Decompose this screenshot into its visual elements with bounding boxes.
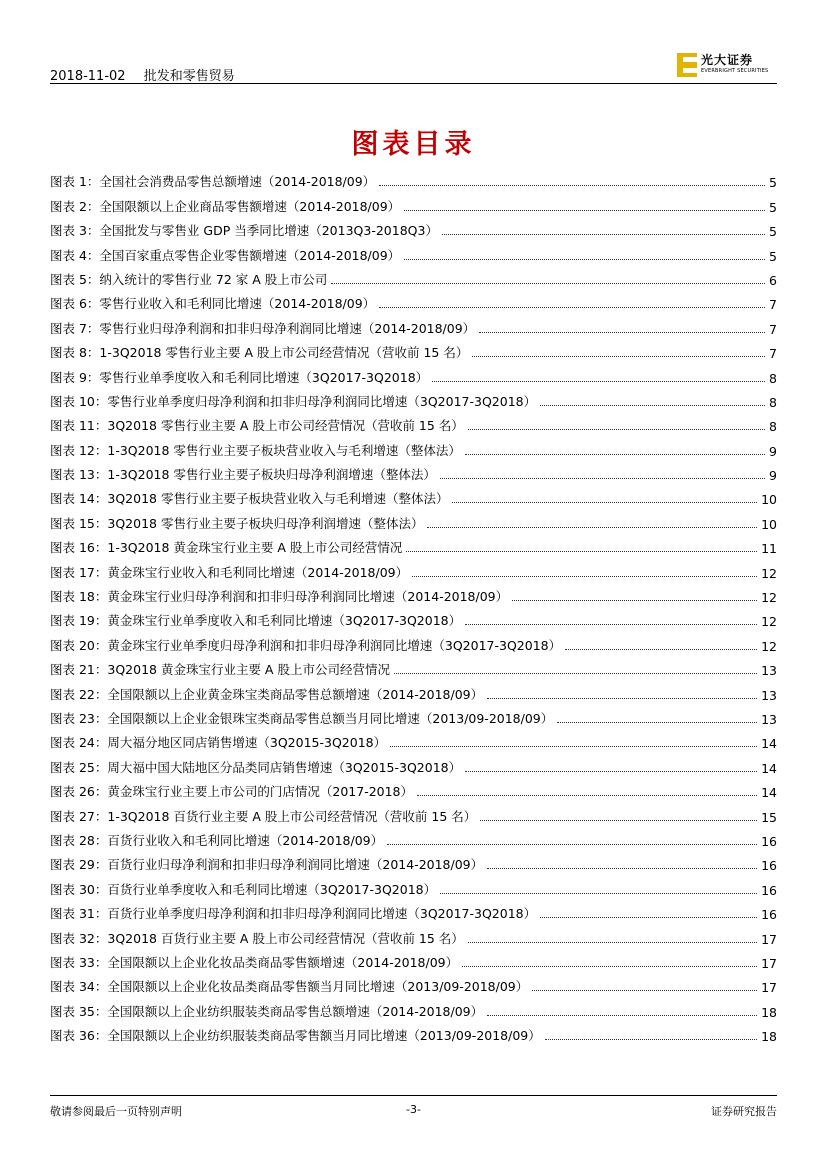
toc-dot-leader	[427, 527, 757, 528]
toc-entry[interactable]	[50, 386, 777, 410]
toc-dot-leader	[465, 624, 757, 625]
toc-dot-leader	[472, 356, 765, 357]
logo-english-name: EVERBRIGHT SECURITIES	[701, 68, 769, 74]
toc-entry-label: 图表 25：周大福中国大陆地区分品类同店销售增速（3Q2015-3Q2018）	[50, 759, 462, 775]
toc-entry-label: 图表 8：1-3Q2018 零售行业主要 A 股上市公司经营情况（营收前 15 名）	[50, 345, 469, 361]
toc-entry-label: 图表 2：全国限额以上企业商品零售额增速（2014-2018/09）	[50, 198, 401, 214]
toc-dot-leader	[394, 673, 757, 674]
toc-entry[interactable]	[50, 190, 777, 214]
toc-entry-page: 7	[769, 297, 777, 313]
toc-entry-page: 12	[761, 614, 777, 630]
toc-entry-label: 图表 3：全国批发与零售业 GDP 当季同比增速（2013Q3-2018Q3）	[50, 223, 438, 239]
toc-entry-label: 图表 13：1-3Q2018 零售行业主要子板块归母净利润增速（整体法）	[50, 467, 436, 483]
toc-entry[interactable]	[50, 288, 777, 312]
toc-dot-leader	[404, 210, 765, 211]
logo-mark-icon	[677, 53, 697, 77]
toc-entry[interactable]	[50, 264, 777, 288]
toc-entry[interactable]	[50, 605, 777, 629]
toc-dot-leader	[465, 454, 765, 455]
toc-entry-label: 图表 19：黄金珠宝行业单季度收入和毛利同比增速（3Q2017-3Q2018）	[50, 613, 462, 629]
page-header	[50, 50, 777, 84]
toc-entry-label: 图表 14：3Q2018 零售行业主要子板块营业收入与毛利增速（整体法）	[50, 491, 449, 507]
toc-dot-leader	[417, 795, 757, 796]
toc-entry-page: 5	[769, 199, 777, 215]
toc-entry-label: 图表 24：周大福分地区同店销售增速（3Q2015-3Q2018）	[50, 735, 387, 751]
toc-entry[interactable]	[50, 703, 777, 727]
toc-dot-leader	[440, 478, 765, 479]
toc-entry-page: 14	[761, 736, 777, 752]
toc-entry-page: 6	[769, 272, 777, 288]
toc-dot-leader	[379, 307, 765, 308]
toc-entry[interactable]	[50, 727, 777, 751]
toc-entry-label: 图表 33：全国限额以上企业化妆品类商品零售额增速（2014-2018/09）	[50, 954, 459, 970]
toc-entry[interactable]	[50, 898, 777, 922]
toc-entry-label: 图表 28：百货行业收入和毛利同比增速（2014-2018/09）	[50, 832, 384, 848]
toc-entry-label: 图表 30：百货行业单季度收入和毛利同比增速（3Q2017-3Q2018）	[50, 881, 437, 897]
toc-entry[interactable]	[50, 629, 777, 653]
toc-dot-leader	[468, 429, 765, 430]
toc-entry[interactable]	[50, 556, 777, 580]
toc-dot-leader	[487, 868, 757, 869]
toc-dot-leader	[557, 722, 757, 723]
toc-entry-page: 5	[769, 175, 777, 191]
toc-entry-page: 17	[761, 955, 777, 971]
toc-entry-page: 5	[769, 224, 777, 240]
toc-dot-leader	[404, 259, 765, 260]
toc-entry[interactable]	[50, 654, 777, 678]
toc-entry-page: 12	[761, 638, 777, 654]
toc-entry[interactable]	[50, 483, 777, 507]
toc-entry[interactable]	[50, 947, 777, 971]
toc-entry-page: 12	[761, 565, 777, 581]
disclaimer-note: 敬请参阅最后一页特别声明	[50, 1105, 182, 1118]
toc-dot-leader	[480, 820, 757, 821]
toc-entry-page: 16	[761, 858, 777, 874]
toc-dot-leader	[462, 966, 757, 967]
toc-dot-leader	[440, 893, 757, 894]
toc-entry-page: 18	[761, 1029, 777, 1045]
toc-entry-page: 7	[769, 346, 777, 362]
toc-entry[interactable]	[50, 312, 777, 336]
toc-dot-leader	[468, 942, 757, 943]
toc-entry-page: 14	[761, 785, 777, 801]
toc-dot-leader	[565, 649, 757, 650]
toc-dot-leader	[412, 576, 757, 577]
toc-entry[interactable]	[50, 1020, 777, 1044]
toc-entry-label: 图表 18：黄金珠宝行业归母净利润和扣非归母净利润同比增速（2014-2018/09）	[50, 589, 509, 605]
toc-dot-leader	[540, 917, 757, 918]
toc-entry-label: 图表 36：全国限额以上企业纺织服装类商品零售额当月同比增速（2013/09-2018/09）	[50, 1028, 541, 1044]
toc-entry-page: 13	[761, 711, 777, 727]
toc-entry-label: 图表 20：黄金珠宝行业单季度归母净利润和扣非归母净利润同比增速（3Q2017-3Q2018）	[50, 637, 562, 653]
toc-entry-label: 图表 32：3Q2018 百货行业主要 A 股上市公司经营情况（营收前 15 名）	[50, 930, 464, 946]
toc-entry-page: 7	[769, 321, 777, 337]
figure-index-list	[50, 166, 777, 1044]
footer-divider	[50, 1095, 777, 1096]
toc-dot-leader	[406, 551, 757, 552]
toc-entry-label: 图表 17：黄金珠宝行业收入和毛利同比增速（2014-2018/09）	[50, 564, 409, 580]
toc-entry-page: 9	[769, 468, 777, 484]
toc-entry[interactable]	[50, 581, 777, 605]
toc-entry[interactable]	[50, 166, 777, 190]
toc-entry-label: 图表 23：全国限额以上企业金银珠宝类商品零售总额当月同比增速（2013/09-2018/09）	[50, 710, 554, 726]
toc-entry-label: 图表 5：纳入统计的零售行业 72 家 A 股上市公司	[50, 271, 328, 287]
toc-dot-leader	[387, 844, 757, 845]
toc-dot-leader	[452, 502, 757, 503]
toc-entry[interactable]	[50, 849, 777, 873]
toc-dot-leader	[390, 746, 757, 747]
toc-entry-page: 17	[761, 980, 777, 996]
page-footer	[50, 1095, 777, 1119]
toc-entry-label: 图表 22：全国限额以上企业黄金珠宝类商品零售总额增速（2014-2018/09）	[50, 686, 484, 702]
toc-entry[interactable]	[50, 751, 777, 775]
report-date: 2018-11-02	[50, 69, 126, 84]
toc-entry-label: 图表 35：全国限额以上企业纺织服装类商品零售总额增速（2014-2018/09）	[50, 1003, 484, 1019]
toc-entry-label: 图表 16：1-3Q2018 黄金珠宝行业主要 A 股上市公司经营情况	[50, 540, 403, 556]
toc-entry[interactable]	[50, 215, 777, 239]
toc-entry-label: 图表 21：3Q2018 黄金珠宝行业主要 A 股上市公司经营情况	[50, 662, 390, 678]
toc-dot-leader	[532, 990, 757, 991]
toc-entry-label: 图表 12：1-3Q2018 零售行业主要子板块营业收入与毛利增速（整体法）	[50, 442, 461, 458]
toc-entry-label: 图表 29：百货行业归母净利润和扣非归母净利润同比增速（2014-2018/09）	[50, 857, 484, 873]
toc-entry-page: 11	[761, 541, 777, 557]
toc-entry-page: 10	[761, 516, 777, 532]
toc-entry-label: 图表 7：零售行业归母净利润和扣非归母净利润同比增速（2014-2018/09）	[50, 320, 476, 336]
toc-entry-page: 16	[761, 833, 777, 849]
report-type: 证券研究报告	[711, 1105, 777, 1118]
page-number: -3-	[406, 1103, 421, 1116]
toc-entry[interactable]	[50, 922, 777, 946]
toc-entry-label: 图表 15：3Q2018 零售行业主要子板块归母净利润增速（整体法）	[50, 515, 424, 531]
toc-entry-label: 图表 10：零售行业单季度归母净利润和扣非归母净利润同比增速（3Q2017-3Q2018）	[50, 393, 537, 409]
toc-dot-leader	[540, 405, 765, 406]
toc-entry-page: 18	[761, 1004, 777, 1020]
toc-entry-page: 17	[761, 931, 777, 947]
toc-entry-label: 图表 11：3Q2018 零售行业主要 A 股上市公司经营情况（营收前 15 名）	[50, 418, 464, 434]
toc-entry[interactable]	[50, 434, 777, 458]
toc-dot-leader	[545, 1039, 757, 1040]
toc-entry[interactable]	[50, 410, 777, 434]
toc-entry-page: 8	[769, 419, 777, 435]
toc-entry-page: 9	[769, 443, 777, 459]
toc-entry-label: 图表 26：黄金珠宝行业主要上市公司的门店情况（2017-2018）	[50, 784, 414, 800]
toc-entry[interactable]	[50, 995, 777, 1019]
toc-entry[interactable]	[50, 239, 777, 263]
toc-entry[interactable]	[50, 532, 777, 556]
toc-entry-label: 图表 34：全国限额以上企业化妆品类商品零售额当月同比增速（2013/09-2018/09）	[50, 979, 529, 995]
toc-entry-page: 8	[769, 370, 777, 386]
toc-entry-label: 图表 1：全国社会消费品零售总额增速（2014-2018/09）	[50, 174, 376, 190]
toc-dot-leader	[465, 771, 757, 772]
toc-entry[interactable]	[50, 971, 777, 995]
toc-entry-page: 13	[761, 687, 777, 703]
toc-entry[interactable]	[50, 776, 777, 800]
logo-chinese-name: 光大证券	[701, 53, 754, 67]
toc-entry[interactable]	[50, 678, 777, 702]
header-divider	[50, 83, 777, 84]
toc-entry-label: 图表 9：零售行业单季度收入和毛利同比增速（3Q2017-3Q2018）	[50, 369, 429, 385]
toc-entry[interactable]	[50, 507, 777, 531]
toc-dot-leader	[442, 234, 765, 235]
toc-entry-page: 12	[761, 590, 777, 606]
toc-entry-page: 10	[761, 492, 777, 508]
toc-entry-page: 14	[761, 760, 777, 776]
toc-entry[interactable]	[50, 459, 777, 483]
toc-entry-label: 图表 6：零售行业收入和毛利同比增速（2014-2018/09）	[50, 296, 376, 312]
toc-entry-page: 13	[761, 663, 777, 679]
toc-entry-page: 5	[769, 248, 777, 264]
toc-entry[interactable]	[50, 800, 777, 824]
toc-dot-leader	[331, 283, 765, 284]
toc-dot-leader	[479, 332, 765, 333]
header-text	[50, 65, 235, 84]
toc-dot-leader	[487, 1015, 757, 1016]
toc-entry-label: 图表 31：百货行业单季度归母净利润和扣非归母净利润同比增速（3Q2017-3Q2018）	[50, 906, 537, 922]
page-title: 图表目录	[351, 129, 476, 160]
toc-entry-label: 图表 27：1-3Q2018 百货行业主要 A 股上市公司经营情况（营收前 15 名）	[50, 808, 477, 824]
toc-entry-page: 16	[761, 907, 777, 923]
toc-entry-page: 15	[761, 809, 777, 825]
toc-entry[interactable]	[50, 825, 777, 849]
toc-entry[interactable]	[50, 361, 777, 385]
toc-dot-leader	[512, 600, 757, 601]
toc-dot-leader	[379, 185, 765, 186]
industry-name: 批发和零售贸易	[143, 69, 235, 84]
toc-entry[interactable]	[50, 873, 777, 897]
everbright-logo	[677, 50, 777, 82]
toc-entry-label: 图表 4：全国百家重点零售企业零售额增速（2014-2018/09）	[50, 247, 401, 263]
toc-entry-page: 16	[761, 882, 777, 898]
toc-entry[interactable]	[50, 337, 777, 361]
toc-dot-leader	[487, 698, 757, 699]
toc-entry-page: 8	[769, 394, 777, 410]
toc-dot-leader	[432, 381, 765, 382]
